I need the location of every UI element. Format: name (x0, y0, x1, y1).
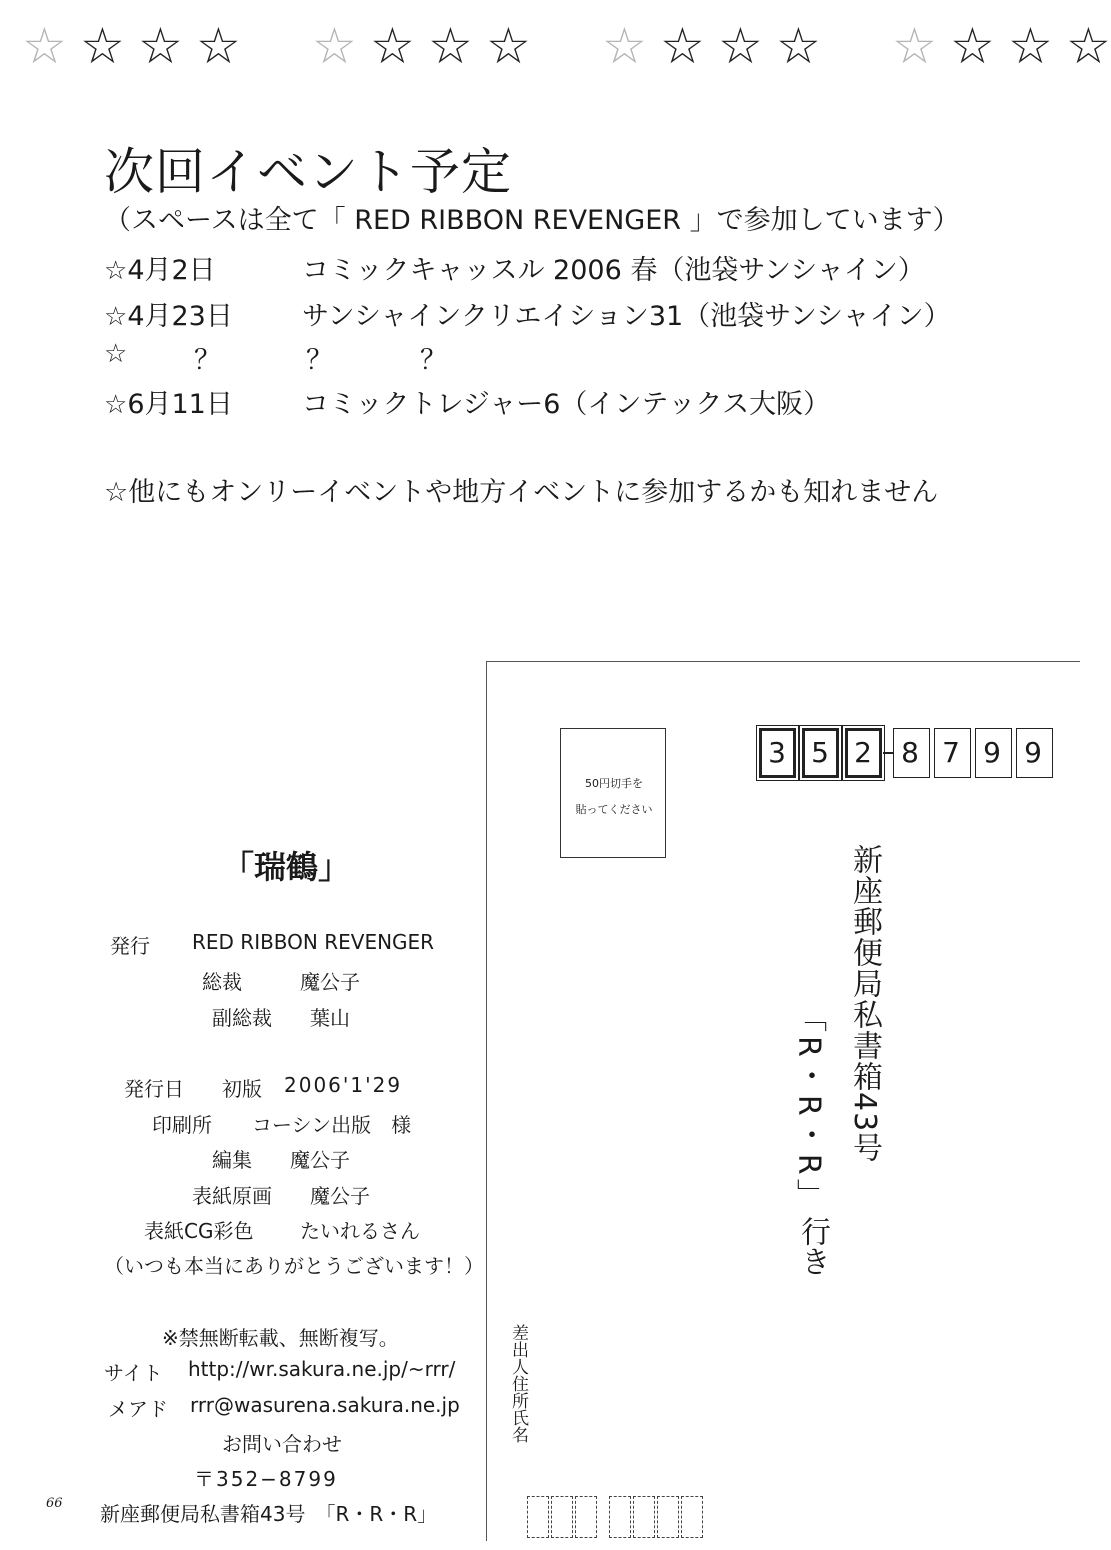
event-date: 4月23日 (127, 301, 233, 332)
zip-digit: 8 (901, 736, 919, 769)
recipient-suffix: 行き (795, 1216, 830, 1276)
event-name: コミックキャッスル 2006 春（池袋サンシャイン） (302, 255, 925, 286)
star-icon: ☆ (1066, 17, 1111, 75)
stamp-text: 貼ってください (575, 803, 653, 816)
star-icon: ☆ (1008, 17, 1053, 75)
cover-art-label: 表紙原画 (192, 1184, 272, 1208)
star-icon: ☆ (196, 17, 241, 75)
site-url[interactable]: http://wr.sakura.ne.jp/~rrr/ (188, 1357, 456, 1381)
star-icon: ☆ (486, 17, 531, 75)
zip-box (633, 1496, 655, 1538)
event-row-2 (104, 294, 233, 333)
publisher-label: 発行 (110, 934, 150, 958)
event-row-4 (104, 382, 233, 421)
recipient-name: 「R・R・R」 (791, 1002, 826, 1213)
star-icon: ☆ (776, 17, 821, 75)
publish-date: 2006'1'29 (284, 1073, 403, 1097)
star-icon: ☆ (138, 17, 183, 75)
publisher: RED RIBBON REVENGER (192, 930, 435, 954)
star-icon: ☆ (892, 17, 937, 75)
page-number: 66 (46, 1496, 63, 1511)
cover-art: 魔公子 (310, 1184, 370, 1208)
mail-address[interactable]: rrr@wasurena.sakura.ne.jp (190, 1393, 460, 1417)
sender-label: 差出人住所氏名 (508, 1324, 528, 1443)
contact-label: お問い合わせ (222, 1432, 342, 1456)
star-icon: ☆ (104, 302, 128, 332)
stamp-box (560, 728, 666, 858)
contact-zip: 〒352−8799 (194, 1467, 338, 1491)
cover-color: たいれるさん (300, 1219, 420, 1243)
zip-box (527, 1496, 549, 1538)
zip-digit: 2 (854, 736, 872, 769)
star-icon: ☆ (104, 339, 128, 369)
star-icon: ☆ (602, 17, 647, 75)
date-label: 発行日 (124, 1077, 184, 1101)
star-icon: ☆ (660, 17, 705, 75)
edition: 初版 (222, 1077, 262, 1101)
copyright-notice: ※禁無断転載、無断複写。 (162, 1326, 399, 1350)
star-icon: ☆ (950, 17, 995, 75)
printer-label: 印刷所 (152, 1113, 212, 1137)
star-icon: ☆ (104, 256, 128, 286)
event-name: コミックトレジャー6（インテックス大阪） (302, 389, 831, 420)
stamp-text: 50円切手を (585, 777, 643, 790)
star-icon: ☆ (428, 17, 473, 75)
zip-box (551, 1496, 573, 1538)
editor: 魔公子 (290, 1148, 350, 1172)
zip-digit: 9 (983, 736, 1001, 769)
vice: 葉山 (310, 1006, 350, 1030)
event-title: 次回イベント予定 (104, 143, 512, 201)
star-decoration-row (18, 17, 1111, 78)
contact-address: 新座郵便局私書箱43号 「R・R・R」 (100, 1502, 438, 1526)
postcard-border-top (486, 661, 1080, 662)
star-icon: ☆ (22, 17, 67, 75)
star-icon: ☆ (312, 17, 357, 75)
recipient-address: 新座郵便局私書箱43号 (847, 844, 882, 1164)
star-icon: ☆ (718, 17, 763, 75)
star-icon: ☆ (80, 17, 125, 75)
event-name: サンシャインクリエイション31（池袋サンシャイン） (302, 301, 951, 332)
event-row-1 (104, 248, 216, 287)
zip-digit: 3 (768, 736, 786, 769)
event-row-3 (104, 338, 127, 369)
cover-color-label: 表紙CG彩色 (144, 1219, 254, 1243)
president: 魔公子 (300, 970, 360, 994)
event-note: （スペースは全て「 RED RIBBON REVENGER 」で参加しています） (104, 205, 960, 236)
zip-digit: 5 (811, 736, 829, 769)
star-icon: ☆ (370, 17, 415, 75)
vice-label: 副総裁 (212, 1006, 272, 1030)
president-label: 総裁 (202, 970, 242, 994)
zip-digit: 9 (1024, 736, 1042, 769)
editor-label: 編集 (212, 1148, 252, 1172)
zip-digit: 7 (942, 736, 960, 769)
zip-box (681, 1496, 703, 1538)
event-date-unknown: ？ (194, 345, 221, 376)
event-name-unknown: ？ (306, 345, 333, 376)
site-label: サイト (104, 1361, 163, 1385)
thanks-note: （いつも本当にありがとうございます！） (104, 1254, 484, 1278)
postcard-border-left (486, 661, 487, 1541)
colophon-title: 「瑞鶴」 (222, 848, 351, 886)
mail-label: メアド (108, 1397, 168, 1421)
event-date: 4月2日 (127, 255, 216, 286)
zip-box (609, 1496, 631, 1538)
zip-box (657, 1496, 679, 1538)
event-date: 6月11日 (127, 389, 233, 420)
star-icon: ☆ (104, 390, 128, 420)
event-place-unknown: ？ (420, 345, 447, 376)
printer: コーシン出版 様 (252, 1113, 412, 1137)
event-other-note: ☆他にもオンリーイベントや地方イベントに参加するかも知れません (104, 477, 939, 508)
zip-box (575, 1496, 597, 1538)
